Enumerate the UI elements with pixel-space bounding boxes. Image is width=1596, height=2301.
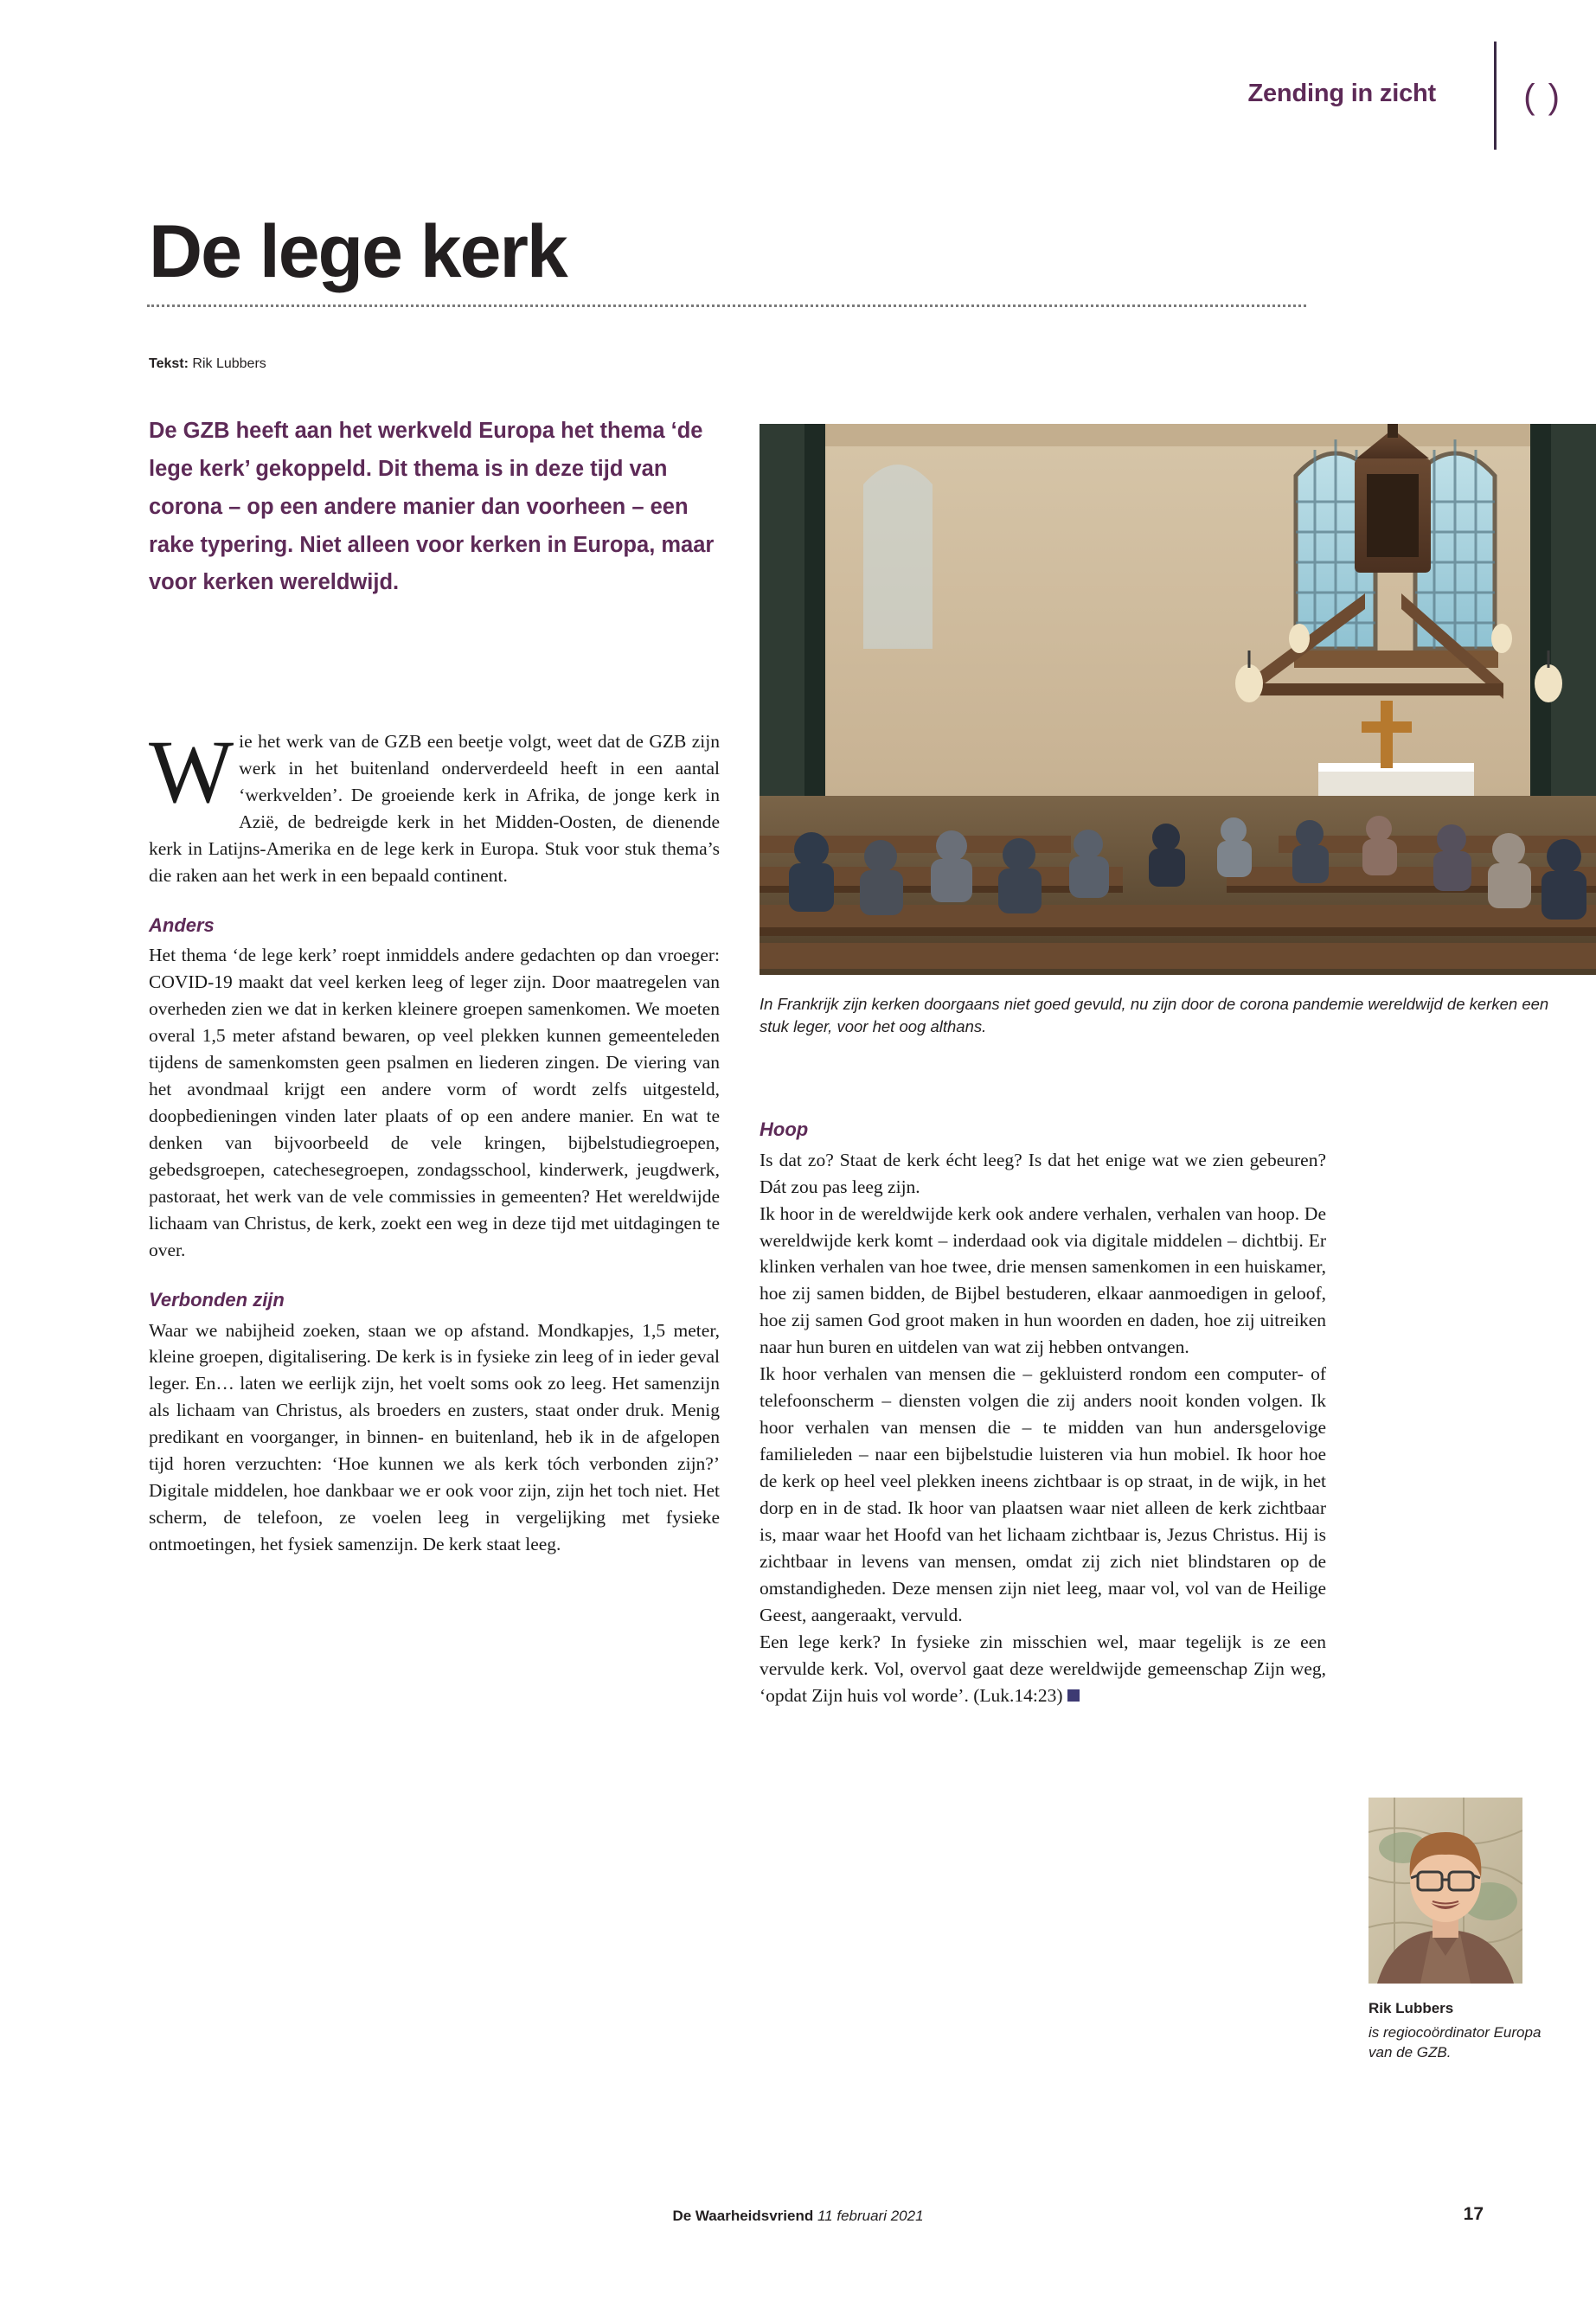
author-portrait (1368, 1798, 1522, 1984)
paragraph-hoop-2: Ik hoor in de wereldwijde kerk ook andere verhalen, verhalen van hoop. De wereldwijde kerk komt – inderdaad ook via digitale middelen – dichtbij. Er klinken verhalen van hoe twee, drie mensen samenkomen in een huiskamer, hoe zij samen bidden, de Bijbel bestuderen, elkaar aanmoedigen in geloof, hoe zij samen God groot maken in hun woorden en daden, hoe zij uitreiken naar hun buren en uitdelen van wat zij hebben ontvangen. (760, 1202, 1326, 1358)
paragraph-hoop-4-text: Een lege kerk? In fysieke zin misschien wel, maar tegelijk is ze een vervulde kerk. Vol, overvol gaat deze wereldwijde gemeenschap Zijn weg, ‘opdat Zijn huis vol worde’. (Luk.14:23) (760, 1631, 1326, 1706)
byline (149, 356, 266, 372)
page-header (990, 26, 1596, 138)
drop-cap: W (149, 722, 234, 822)
paragraph-hoop-1: Is dat zo? Staat de kerk écht leeg? Is dat het enige wat we zien gebeuren? Dát zou pas leeg zijn. (760, 1149, 1326, 1197)
intro-paragraph-text: ie het werk van de GZB een beetje volgt, weet dat de GZB zijn werk in het buitenland onderverdeeld heeft in een aantal ‘werkvelden’. De groeiende kerk in Afrika, de jonge kerk in Azië, de bedreigde kerk in het Midden-Oosten, de dienende kerk in Latijns-Amerika en de lege kerk in Europa. Stuk voor stuk thema’s die raken aan het werk in een bepaald continent. (149, 731, 720, 886)
church-interior-photo (760, 424, 1596, 975)
subheading-anders: Anders (149, 913, 215, 936)
byline-author: Rik Lubbers (192, 356, 266, 371)
paragraph-verbonden-1: Waar we nabijheid zoeken, staan we op afstand. Mondkapjes, 1,5 meter, kleine groepen, digitalisering. De kerk is in fysieke zin leeg of in ieder geval leger. En… laten we eerlijk zijn, het voelt soms ook zo leeg. Het samenzijn als lichaam van Christus, als broeders en zusters, staat onder druk. Menig predikant en voorganger, in binnen- en buitenland, heb ik in de afgelopen tijd horen verzuchten: ‘Hoe kunnen we als kerk tóch verbonden zijn?’ Digitale middelen, hoe dankbaar we er ook voor zijn, zijn het toch niet. Het scherm, de telefoon, ze voelen leeg in vergelijking met fysieke ontmoetingen, het fysiek samenzijn. De kerk staat leeg. (149, 1319, 720, 1555)
page-footer (0, 2208, 1596, 2225)
gzb-logo-icon: ( ) (1523, 78, 1561, 116)
paragraph-anders-1: Het thema ‘de lege kerk’ roept inmiddels andere gedachten op dan vroeger: COVID-19 maakt dat veel kerken leeg of leger zijn. Door maatregelen van overheden zien we dat in kerken kleinere groepen samenkomen. We moeten overal 1,5 meter afstand bewaren, op veel plekken kunnen gemeenteleden tijdens de samenkomsten geen psalmen en liederen zingen. De viering van het avondmaal krijgt een andere vorm of wordt zelfs uitgesteld, doopbedieningen vinden later plaats of op een andere manier. En wat te denken van bijvoorbeeld de vele kringen, bijbelstudiegroepen, gebedsgroepen, catechesegroepen, zondagsschool, kinderwerk, jeugdwerk, pastoraat, het werk van de vele commissies in gemeenten? Het wereldwijde lichaam van Christus, de kerk, zoekt een weg in deze tijd met uitdagingen te over. (149, 945, 720, 1260)
section-label: Zending in zicht (1247, 80, 1436, 107)
subheading-hoop: Hoop (760, 1118, 809, 1140)
body-column-right (760, 1116, 1326, 1709)
footer-publication: De Waarheidsvriend (672, 2208, 814, 2224)
title-divider (147, 304, 1306, 307)
paragraph-hoop-4 (760, 1629, 1326, 1709)
subheading-verbonden-zijn: Verbonden zijn (149, 1288, 285, 1311)
page-number: 17 (1463, 2204, 1484, 2224)
author-name: Rik Lubbers (1368, 2000, 1454, 2016)
intro-paragraph (149, 722, 720, 889)
lead-paragraph: De GZB heeft aan het werkveld Europa het thema ‘de lege kerk’ gekoppeld. Dit thema is in deze tijd van corona – op een andere manier dan voorheen – een rake typering. Niet alleen voor kerken in Europa, maar voor kerken wereldwijd. (149, 419, 715, 595)
paragraph-hoop-3: Ik hoor verhalen van mensen die – gekluisterd rondom een computer- of telefoonscherm – diensten volgen die zij anders nooit konden volgen. Ik hoor verhalen van mensen die – te midden van hun andersgelovige familieleden – naar een bijbelstudie luisteren via hun mobiel. Ik hoor hoe de kerk op heel veel plekken ineens zichtbaar is op straat, in de wijk, in het dorp en in de stad. Ik hoor van plaatsen waar niet alleen de kerk zichtbaar is, maar waar het Hoofd van het lichaam zichtbaar is, Jezus Christus. Hij is zichtbaar in levens van mensen, omdat zij zich niet blindstaren op de omstandigheden. Deze mensen zijn niet leeg, maar vol, vol van de Heilige Geest, aangeraakt, vervuld. (760, 1363, 1326, 1625)
author-role: is regiocoördinator Europa van de GZB. (1368, 2024, 1542, 2061)
page-title: De lege kerk (149, 209, 567, 293)
byline-label: Tekst: (149, 356, 189, 371)
photo-caption: In Frankrijk zijn kerken doorgaans niet goed gevuld, nu zijn door de corona pandemie wereldwijd de kerken een stuk leger, voor het oog althans. (760, 995, 1549, 1036)
header-divider (1494, 42, 1497, 150)
body-column-left (149, 722, 720, 1558)
footer-date: 11 februari 2021 (817, 2208, 924, 2224)
end-mark-icon (1067, 1689, 1080, 1702)
